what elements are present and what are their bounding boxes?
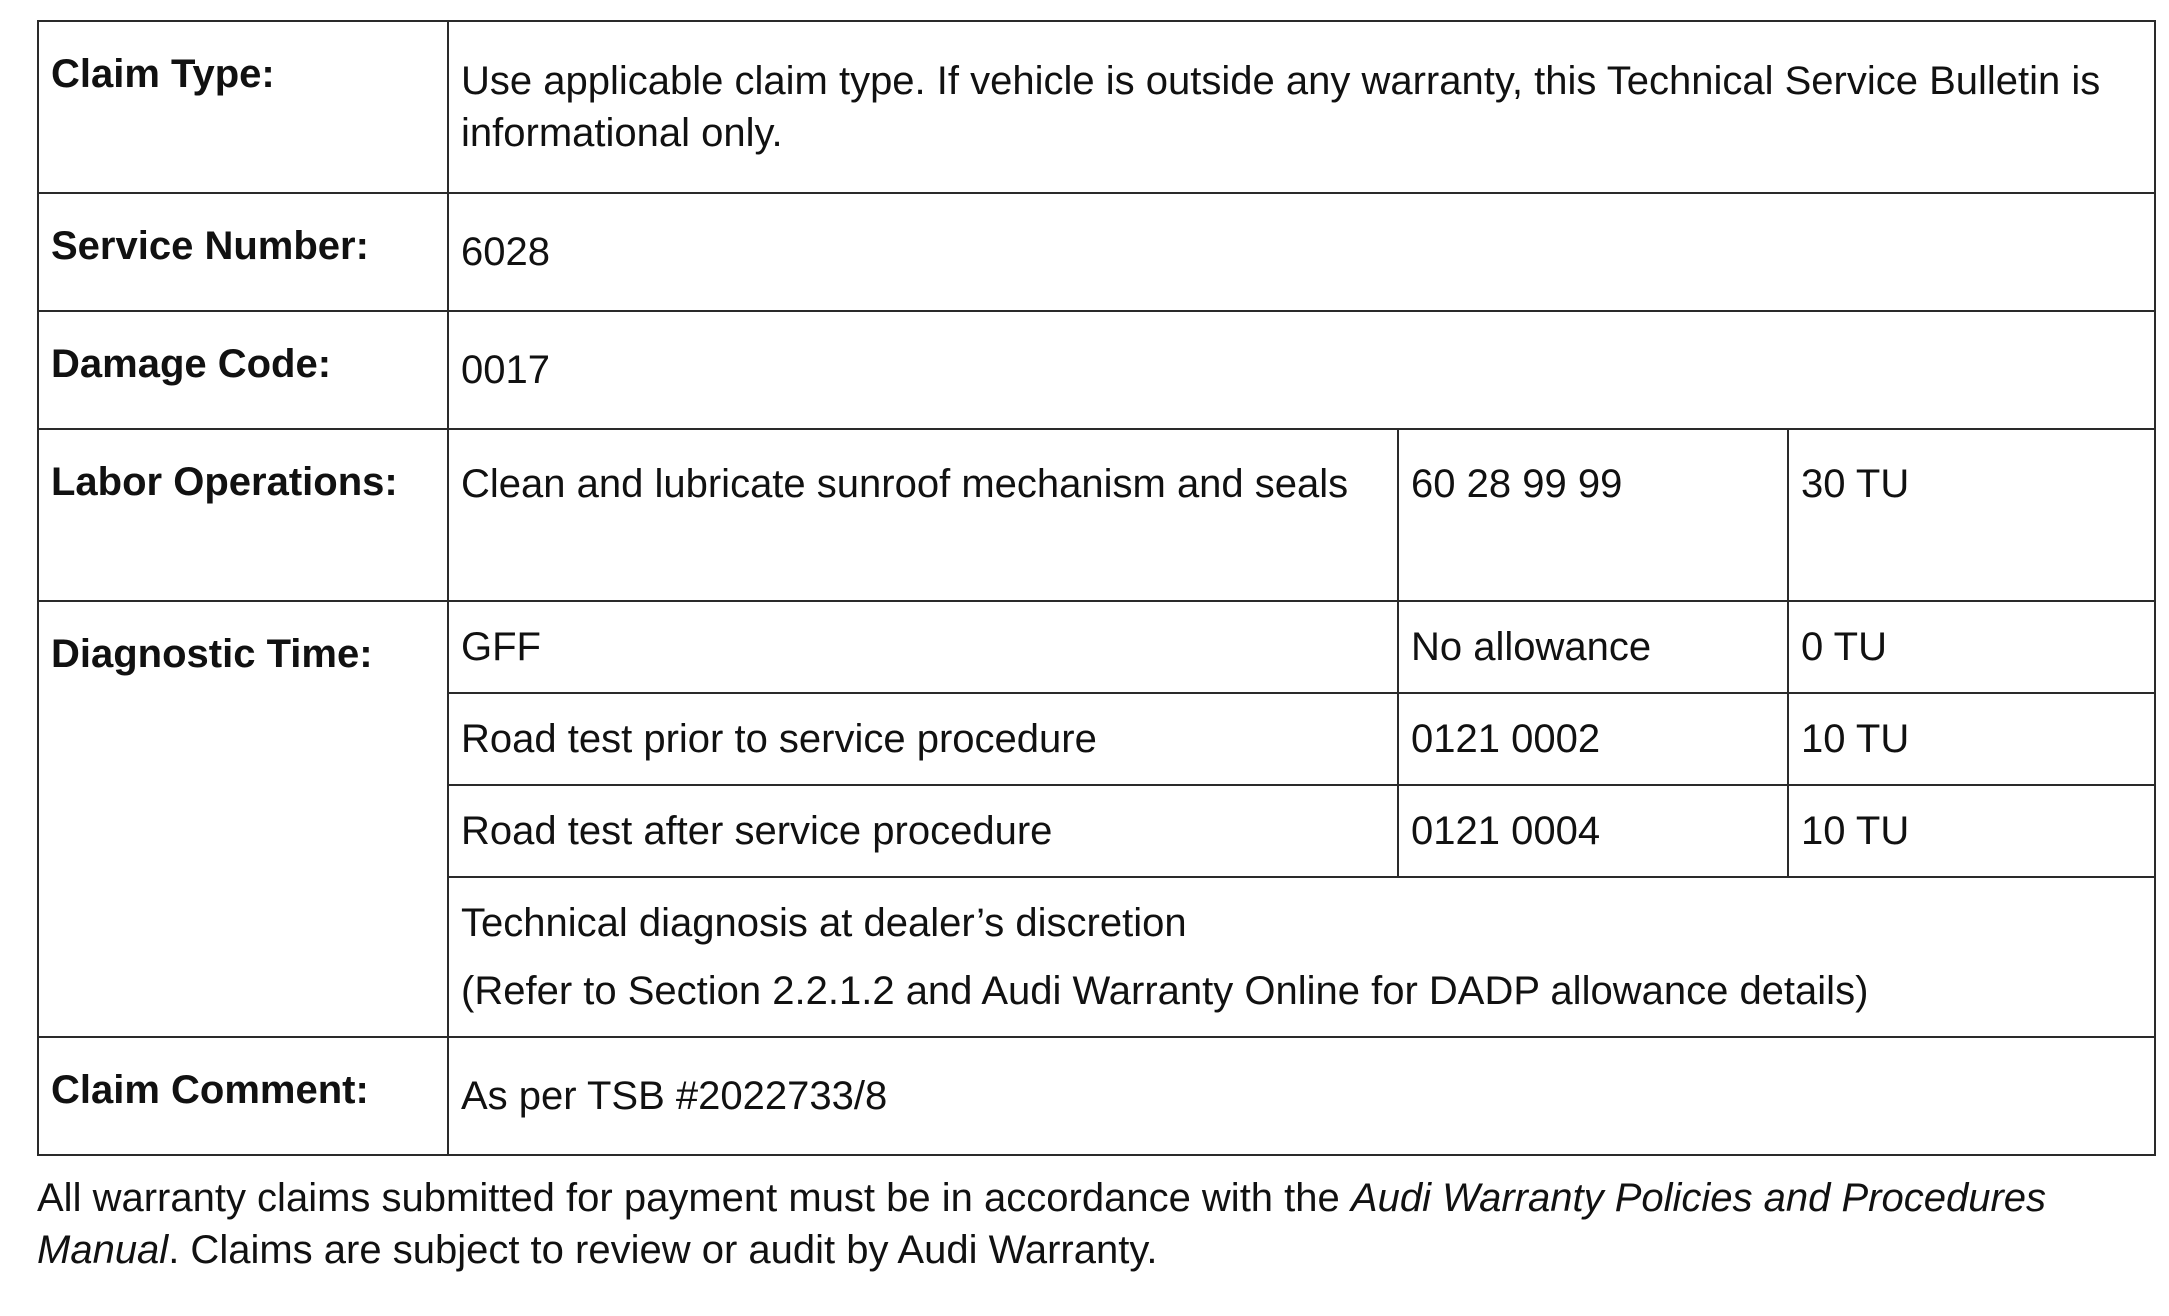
manual-title: Audi Warranty Policies and Procedures Manual bbox=[37, 1176, 2047, 1272]
diagnostic-discretion-cell bbox=[448, 877, 2155, 1037]
claim-comment-row bbox=[38, 1037, 2155, 1155]
claim-type-value: Use applicable claim type. If vehicle is outside any warranty, this Technical Service Bulletin is informational only. bbox=[448, 21, 2155, 193]
damage-code-label: Damage Code: bbox=[38, 311, 448, 429]
diagnostic-time-label: Diagnostic Time: bbox=[38, 601, 448, 1037]
diagnostic-description: Road test after service procedure bbox=[448, 785, 1398, 877]
diagnostic-time: 0 TU bbox=[1788, 601, 2155, 693]
diagnostic-row-gff bbox=[38, 601, 2155, 693]
diagnostic-time: 10 TU bbox=[1788, 785, 2155, 877]
service-number-value: 6028 bbox=[448, 193, 2155, 311]
labor-operations-code: 60 28 99 99 bbox=[1398, 429, 1788, 601]
service-number-row bbox=[38, 193, 2155, 311]
diagnostic-code: 0121 0004 bbox=[1398, 785, 1788, 877]
footer-text-after: . Claims are subject to review or audit by Audi Warranty. bbox=[168, 1228, 1158, 1272]
diagnostic-description: GFF bbox=[448, 601, 1398, 693]
warranty-document bbox=[37, 20, 2157, 1316]
damage-code-value: 0017 bbox=[448, 311, 2155, 429]
claim-comment-value: As per TSB #2022733/8 bbox=[448, 1037, 2155, 1155]
diagnostic-time: 10 TU bbox=[1788, 693, 2155, 785]
footer-text-before: All warranty claims submitted for payment must be in accordance with the bbox=[37, 1176, 1351, 1220]
claim-type-row bbox=[38, 21, 2155, 193]
damage-code-row bbox=[38, 311, 2155, 429]
claim-type-label: Claim Type: bbox=[38, 21, 448, 193]
diagnostic-description: Road test prior to service procedure bbox=[448, 693, 1398, 785]
labor-operations-row bbox=[38, 429, 2155, 601]
discretion-reference: (Refer to Section 2.2.1.2 and Audi Warranty Online for DADP allowance details) bbox=[461, 969, 1869, 1013]
diagnostic-code: 0121 0002 bbox=[1398, 693, 1788, 785]
labor-operations-description: Clean and lubricate sunroof mechanism and seals bbox=[448, 429, 1398, 601]
warranty-claim-table bbox=[37, 20, 2156, 1156]
labor-operations-time: 30 TU bbox=[1788, 429, 2155, 601]
warranty-footer-note bbox=[37, 1172, 2154, 1276]
labor-operations-label: Labor Operations: bbox=[38, 429, 448, 601]
claim-comment-label: Claim Comment: bbox=[38, 1037, 448, 1155]
service-number-label: Service Number: bbox=[38, 193, 448, 311]
discretion-note: Technical diagnosis at dealer’s discretion bbox=[461, 901, 1187, 945]
diagnostic-code: No allowance bbox=[1398, 601, 1788, 693]
